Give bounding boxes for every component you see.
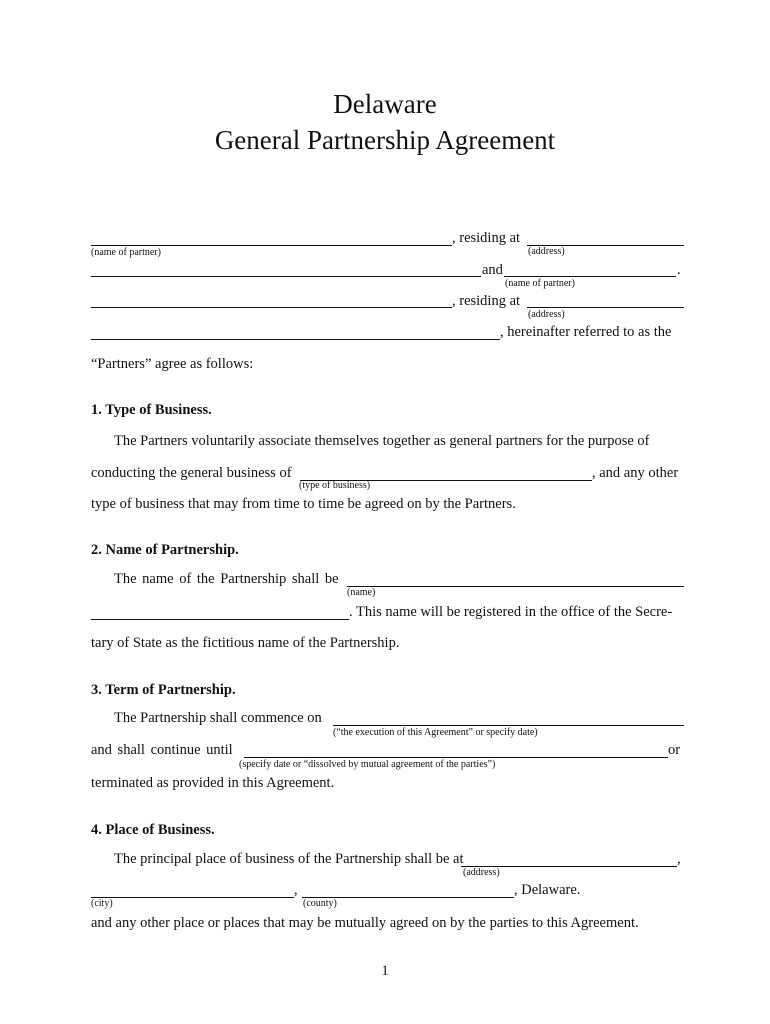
period-text: .	[677, 262, 681, 278]
partner1-name-field[interactable]	[91, 245, 452, 246]
principal-address-caption: (address)	[463, 867, 500, 878]
continue-until-field[interactable]	[244, 757, 668, 758]
county-caption: (county)	[303, 898, 337, 909]
partnership-name-field[interactable]	[347, 586, 684, 587]
address-caption-2: (address)	[528, 309, 565, 320]
section2-line1: The name of the Partnership shall be	[114, 571, 339, 587]
section1-line2-suffix: , and any other	[592, 465, 679, 481]
city-comma: ,	[294, 882, 298, 898]
residing-at-text-1: , residing at	[452, 230, 521, 246]
commence-caption: (“the execution of this Agreement” or specify date)	[333, 727, 538, 738]
partner1-address-continued-field[interactable]	[91, 276, 481, 277]
partner2-name-field[interactable]	[504, 276, 676, 277]
commence-date-field[interactable]	[333, 725, 684, 726]
section4-heading: 4. Place of Business.	[91, 822, 215, 838]
section2-heading: 2. Name of Partnership.	[91, 542, 239, 558]
name-of-partner-caption-2: (name of partner)	[505, 278, 575, 289]
type-of-business-caption: (type of business)	[299, 480, 371, 491]
residing-at-text-2: , residing at	[452, 293, 521, 309]
partner2-address-continued-field[interactable]	[91, 339, 500, 340]
hereinafter-text: , hereinafter referred to as the	[500, 324, 672, 340]
partner2-name-continued-field[interactable]	[91, 307, 452, 308]
and-text: and	[482, 262, 503, 278]
partner2-address-field[interactable]	[527, 307, 684, 308]
section3-line3: terminated as provided in this Agreement.	[91, 775, 335, 791]
delaware-text: , Delaware.	[514, 882, 581, 898]
section4-line3: and any other place or places that may be mutually agreed on by the parties to this Agreement.	[91, 915, 639, 931]
document-title-line2: General Partnership Agreement	[214, 125, 556, 155]
city-field[interactable]	[91, 897, 294, 898]
name-of-partner-caption-1: (name of partner)	[91, 247, 161, 258]
partnership-name-continued-field[interactable]	[91, 619, 349, 620]
section3-line2-suffix: or	[668, 742, 681, 758]
section3-line1: The Partnership shall commence on	[114, 710, 322, 726]
section1-line2-prefix: conducting the general business of	[91, 465, 292, 481]
partners-agree-text: “Partners” agree as follows:	[91, 356, 254, 372]
section1-heading: 1. Type of Business.	[91, 402, 212, 418]
page-number: 1	[381, 963, 389, 979]
until-caption: (specify date or “dissolved by mutual agreement of the parties”)	[239, 759, 496, 770]
document-title-line1: Delaware	[333, 89, 437, 119]
city-caption: (city)	[91, 898, 113, 909]
section3-line2-prefix: and shall continue until	[91, 742, 233, 758]
name-caption: (name)	[347, 587, 376, 598]
section3-heading: 3. Term of Partnership.	[91, 682, 236, 698]
section1-line3: type of business that may from time to time be agreed on by the Partners.	[91, 496, 516, 512]
section1-line1: The Partners voluntarily associate themselves together as general partners for the purpose of	[114, 433, 650, 449]
address-comma: ,	[677, 851, 681, 867]
section2-line2-suffix: . This name will be registered in the office of the Secre-	[349, 604, 673, 620]
address-caption-1: (address)	[528, 246, 565, 257]
section2-line3: tary of State as the fictitious name of the Partnership.	[91, 635, 400, 651]
section4-line1: The principal place of business of the Partnership shall be at	[114, 851, 464, 867]
